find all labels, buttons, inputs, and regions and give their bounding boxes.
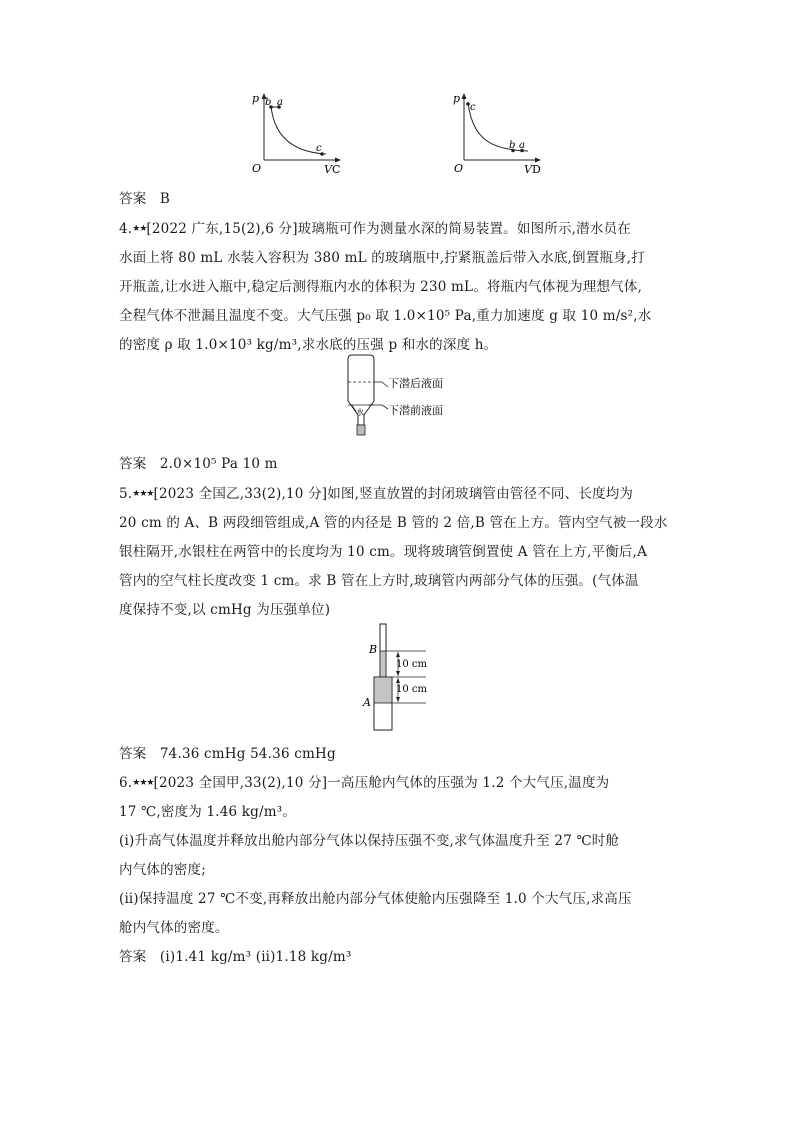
q6-line-4: 内气体的密度; — [119, 862, 206, 878]
q5-answer: 74.36 cmHg 54.36 cmHg — [159, 746, 336, 762]
q4-answer: 2.0×10⁵ Pa 10 m — [159, 456, 278, 472]
q6-line-1 — [119, 771, 609, 791]
q5-number: 5. — [119, 486, 133, 502]
q4-text-1: 玻璃瓶可作为测量水深的简易装置。如图所示,潜水员在 — [297, 221, 631, 237]
q5-source: [2023 全国乙,33(2),10 分] — [153, 486, 328, 502]
graph-c-point-c: c — [316, 143, 322, 154]
graph-c-p-label: p — [252, 92, 260, 105]
q5-line-2: 20 cm 的 A、B 两段细管组成,A 管的内径是 B 管的 2 倍,B 管在上方。管内空气被一段水 — [119, 515, 668, 531]
graph-option-d — [450, 90, 550, 176]
q6-text-1: 一高压舱内气体的压强为 1.2 个大气压,温度为 — [327, 775, 610, 791]
tube-b-label: B — [369, 643, 378, 656]
graph-d-point-c: c — [470, 102, 476, 113]
graph-option-c — [246, 90, 346, 176]
q5-line-4: 管内的空气柱长度改变 1 cm。求 B 管在上方时,玻璃管内两部分气体的压强。(气体温 — [119, 573, 639, 589]
q6-answer-line — [119, 945, 351, 965]
q4-line-1 — [119, 217, 631, 237]
q4-source: [2022 广东,15(2),6 分] — [146, 221, 298, 237]
dim-lower-label: 10 cm — [396, 684, 427, 695]
tube-a-label: A — [363, 696, 371, 709]
graph-c-point-b: b — [265, 97, 272, 108]
q4-answer-line — [119, 452, 278, 472]
graph-d-v-label: V — [524, 163, 532, 176]
answer-label: 答案 — [119, 746, 147, 762]
q5-line-5: 度保持不变,以 cmHg 为压强单位) — [119, 602, 331, 618]
q6-line-2: 17 ℃,密度为 1.46 kg/m³。 — [119, 804, 297, 820]
graph-c-option: C — [332, 163, 341, 176]
bottle-figure — [338, 353, 468, 441]
graph-d-origin: O — [454, 162, 464, 175]
graph-d-option: D — [532, 163, 541, 176]
after-dive-label: 下潜后液面 — [388, 377, 443, 390]
answer-label: 答案 — [119, 949, 147, 965]
q6-line-5: (ⅱ)保持温度 27 ℃不变,再释放出舱内部分气体使舱内压强降至 1.0 个大气压,求高压 — [119, 891, 632, 907]
bottle-water-text: 水 — [356, 408, 364, 417]
answer-label: 答案 — [119, 456, 147, 472]
q4-line-5: 的密度 ρ 取 1.0×10³ kg/m³,求水底的压强 p 和水的深度 h。 — [119, 337, 498, 353]
graph-c-origin: O — [252, 162, 262, 175]
before-dive-label: 下潜前液面 — [388, 404, 443, 417]
q6-line-6: 舱内气体的密度。 — [119, 920, 229, 936]
q4-line-2: 水面上将 80 mL 水装入容积为 380 mL 的玻璃瓶中,拧紧瓶盖后带入水底,倒置瓶身,打 — [119, 250, 645, 266]
answer-label: 答案 — [119, 191, 147, 207]
difficulty-stars: ★★ — [132, 224, 147, 234]
graph-d-point-a: a — [519, 140, 525, 151]
q4-line-4: 全程气体不泄漏且温度不变。大气压强 p₀ 取 1.0×10⁵ Pa,重力加速度 g 取 10 m/s²,水 — [119, 308, 652, 324]
graph-c-point-a: a — [277, 97, 283, 108]
q5-answer-line — [119, 742, 336, 762]
q6-source: [2023 全国甲,33(2),10 分] — [153, 775, 328, 791]
difficulty-stars: ★★★ — [132, 778, 154, 788]
q5-text-1: 如图,竖直放置的封闭玻璃管由管径不同、长度均为 — [327, 486, 634, 502]
graph-d-point-b: b — [509, 140, 516, 151]
q6-line-3: (ⅰ)升高气体温度并释放出舱内部分气体以保持压强不变,求气体温度升至 27 ℃时舱 — [119, 833, 620, 849]
tube-figure — [360, 622, 440, 736]
q6-answer: (ⅰ)1.41 kg/m³ (ⅱ)1.18 kg/m³ — [159, 949, 352, 965]
graph-c-v-label: V — [324, 163, 332, 176]
q4-number: 4. — [119, 221, 133, 237]
q5-line-3: 银柱隔开,水银柱在两管中的长度均为 10 cm。现将玻璃管倒置使 A 管在上方,平衡后,A — [119, 544, 648, 560]
q6-number: 6. — [119, 775, 133, 791]
q3-answer: B — [159, 191, 171, 207]
q4-line-3: 开瓶盖,让水进入瓶中,稳定后测得瓶内水的体积为 230 mL。将瓶内气体视为理想气体, — [119, 279, 643, 295]
dim-upper-label: 10 cm — [396, 659, 427, 670]
q5-line-1 — [119, 482, 633, 502]
q3-answer-line — [119, 187, 170, 207]
difficulty-stars: ★★★ — [132, 489, 154, 499]
graph-d-p-label: p — [453, 92, 461, 105]
